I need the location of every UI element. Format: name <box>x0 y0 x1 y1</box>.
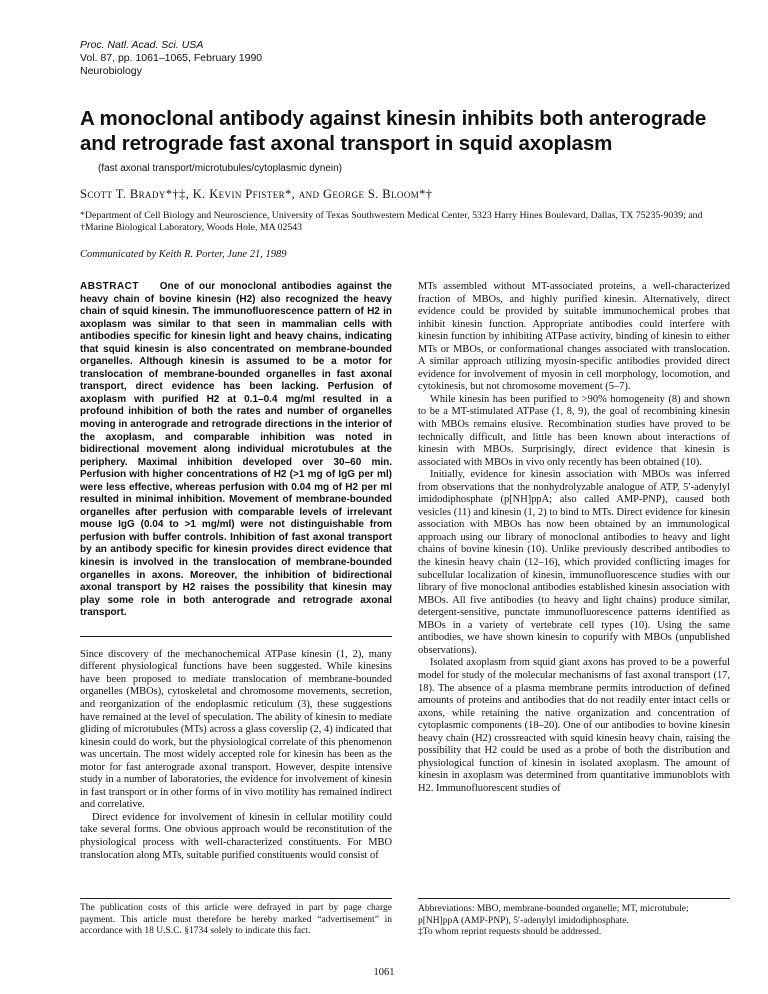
footnote-divider-left <box>80 898 392 899</box>
paragraph: Isolated axoplasm from squid giant axons has proved to be a powerful model for study of the molecular mechanisms of fast axonal transport (17, 18). The absence of a plasma membrane permits introduction of defined amounts of proteins and antibodies that do not readily enter intact cells or axons, while retaining the native organization and concentration of cytoplasmic components (18–20). One of our antibodies to bovine kinesin heavy chain (H2) crossreacted with squid kinesin heavy chain, raising the possibility that H2 could be used as a probe of both the distribution and physiological function of kinesin in isolated axoplasm. The amount of kinesin in axoplasm was determined from quantitative immunoblots with H2. Immunofluorescent studies of <box>418 657 730 794</box>
reprint-note: ‡To whom reprint requests should be addressed. <box>418 927 602 937</box>
left-column <box>80 281 392 862</box>
abbreviations-footnote <box>418 904 730 939</box>
abstract-heading: ABSTRACT <box>80 281 139 292</box>
communicated-by: Communicated by Keith R. Porter, June 21, 1989 <box>80 249 287 260</box>
author-list: Scott T. Brady*†‡, K. Kevin Pfister*, and George S. Bloom*† <box>80 187 433 201</box>
page-number: 1061 <box>373 967 395 978</box>
paragraph: Since discovery of the mechanochemical ATPase kinesin (1, 2), many different physiological functions have been suggested. While kinesins have been proposed to mediate translocation of membrane-bounded organelles (MBOs), cytoskeletal and chromosome movements, secretion, and reorganization of the endoplasmic reticulum (3), these suggestions have remained at the level of speculation. The ability of kinesin to mediate gliding of microtubules (MTs) across a glass coverslip (2, 4) indicated that kinesin could do work, but the physiological correlate of this phenomenon was uncertain. The most widely accepted role for kinesin has been as the motor for fast anterograde axonal transport. However, despite intensive study in a number of laboratories, the evidence for involvement of kinesin in fast transport or in other forms of in vivo motility has remained indirect and correlative. <box>80 648 392 811</box>
abbreviations: Abbreviations: MBO, membrane-bounded organelle; MT, microtubule; p[NH]ppA (AMP-PNP), 5′-adenylyl imidodiphosphate. <box>418 904 689 926</box>
journal-volume: Vol. 87, pp. 1061–1065, February 1990 <box>80 52 263 64</box>
abstract-text: One of our monoclonal antibodies against the heavy chain of bovine kinesin (H2) also recognized the heavy chain of squid kinesin. The immunofluorescence pattern of H2 in axoplasm was similar to that seen in mammalian cells with antibodies specific for kinesin light and heavy chains, indicating that squid kinesin is also concentrated on membrane-bounded organelles. Although kinesin is assumed to be a motor for translocation of membrane-bounded organelles in fast axonal transport, direct evidence has been lacking. Perfusion of axoplasm with purified H2 at 0.1–0.4 mg/ml resulted in a profound inhibition of both the rates and number of organelles moving in anterograde and retrograde directions in the interior of the axoplasm, and comparable inhibition was noted in bidirectional movement along individual microtubules at the periphery. Maximal inhibition developed over 30–60 min. Perfusion with higher concentrations of H2 (>1 mg of IgG per ml) were less effective, whereas perfusion with 0.04 mg of H2 per ml resulted in minimal inhibition. Movement of membrane-bounded organelles after perfusion with comparable levels of irrelevant mouse IgG (0.04 to >1 mg/ml) were not distinguishable from perfusion with buffer controls. Inhibition of fast axonal transport by an antibody specific for kinesin provides direct evidence that kinesin is involved in the translocation of membrane-bounded organelles in axons. Moreover, the inhibition of bidirectional axonal transport by H2 raises the possibility that kinesin may play some role in both anterograde and retrograde axonal transport. <box>80 281 392 619</box>
paragraph: Initially, evidence for kinesin association with MBOs was inferred from observations that the nonhydrolyzable analogue of ATP, 5′-adenylyl imidodiphosphate (p[NH]ppA; also called AMP-PNP), caused both vesicles (11) and kinesin (1, 2) to bind to MTs. Direct evidence for kinesin association with MBOs has now been obtained by an immunological approach using our library of monoclonal antibodies to heavy and light chains of bovine kinesin (10). Unlike previously described antibodies to the kinesin heavy chain (12–16), which provided conflicting images for subcellular localization of kinesin, immunofluorescence studies with our library of five monoclonal antibodies established kinesin association with MBOs. All five antibodies (to heavy and light chains) produce similar, detergent-sensitive, punctate immunofluorescence patterns identified as MBOs in a variety of vertebrate cell types (10). Using the same antibodies, we have shown kinesin to copurify with MBOs (unpublished observations). <box>418 469 730 656</box>
paragraph: MTs assembled without MT-associated proteins, a well-characterized fraction of MBOs, and highly purified kinesin. Alternatively, direct evidence could be provided by suitable immunochemical probes that inhibit kinesin function. Appropriate antibodies could interfere with kinesin function by inhibiting ATPase activity, binding of kinesin to either MTs or MBOs, or conformational changes associated with translocation. A similar approach utilizing myosin-specific antibodies provided direct evidence for involvement of myosin in cell morphology, locomotion, and cytokinesis, but not chromosome movement (5–7). <box>418 281 730 393</box>
journal-section: Neurobiology <box>80 65 142 77</box>
intro-text <box>80 649 392 862</box>
abstract <box>80 281 392 620</box>
publication-cost-footnote: The publication costs of this article were defrayed in part by page charge payment. This article must therefore be hereby marked “advertisement” in accordance with 18 U.S.C. §1734 solely to indicate this fact. <box>80 903 392 936</box>
right-column <box>418 281 730 795</box>
journal-name: Proc. Natl. Acad. Sci. USA <box>80 39 204 51</box>
paragraph: Direct evidence for involvement of kinesin in cellular motility could take several forms. One obvious approach would be reconstitution of the physiological process with well-characterized constituents. For MBO translocation along MTs, suitable purified constituents would consist of <box>80 811 392 861</box>
paragraph: While kinesin has been purified to >90% homogeneity (8) and shown to be a MT-stimulated ATPase (1, 8, 9), the goal of recombining kinesin with MBOs remains elusive. Recombination studies have proved to be technically difficult, and little has been known about interactions of kinesin with MBOs. Surprisingly, direct evidence that kinesin is associated with MBOs in vivo only recently has been obtained (10). <box>418 393 730 468</box>
abstract-divider <box>80 620 392 637</box>
article-title: A monoclonal antibody against kinesin inhibits both anterograde and retrograde fast axonal transport in squid axoplasm <box>80 107 707 155</box>
journal-header <box>80 39 262 78</box>
footnote-divider-right <box>418 898 730 899</box>
keywords: (fast axonal transport/microtubules/cytoplasmic dynein) <box>98 163 342 174</box>
affiliations: *Department of Cell Biology and Neuroscience, University of Texas Southwestern Medical Center, 5323 Harry Hines Boulevard, Dallas, TX 75235-9039; and †Marine Biological Laboratory, Woods Hole, MA 02543 <box>80 210 703 233</box>
